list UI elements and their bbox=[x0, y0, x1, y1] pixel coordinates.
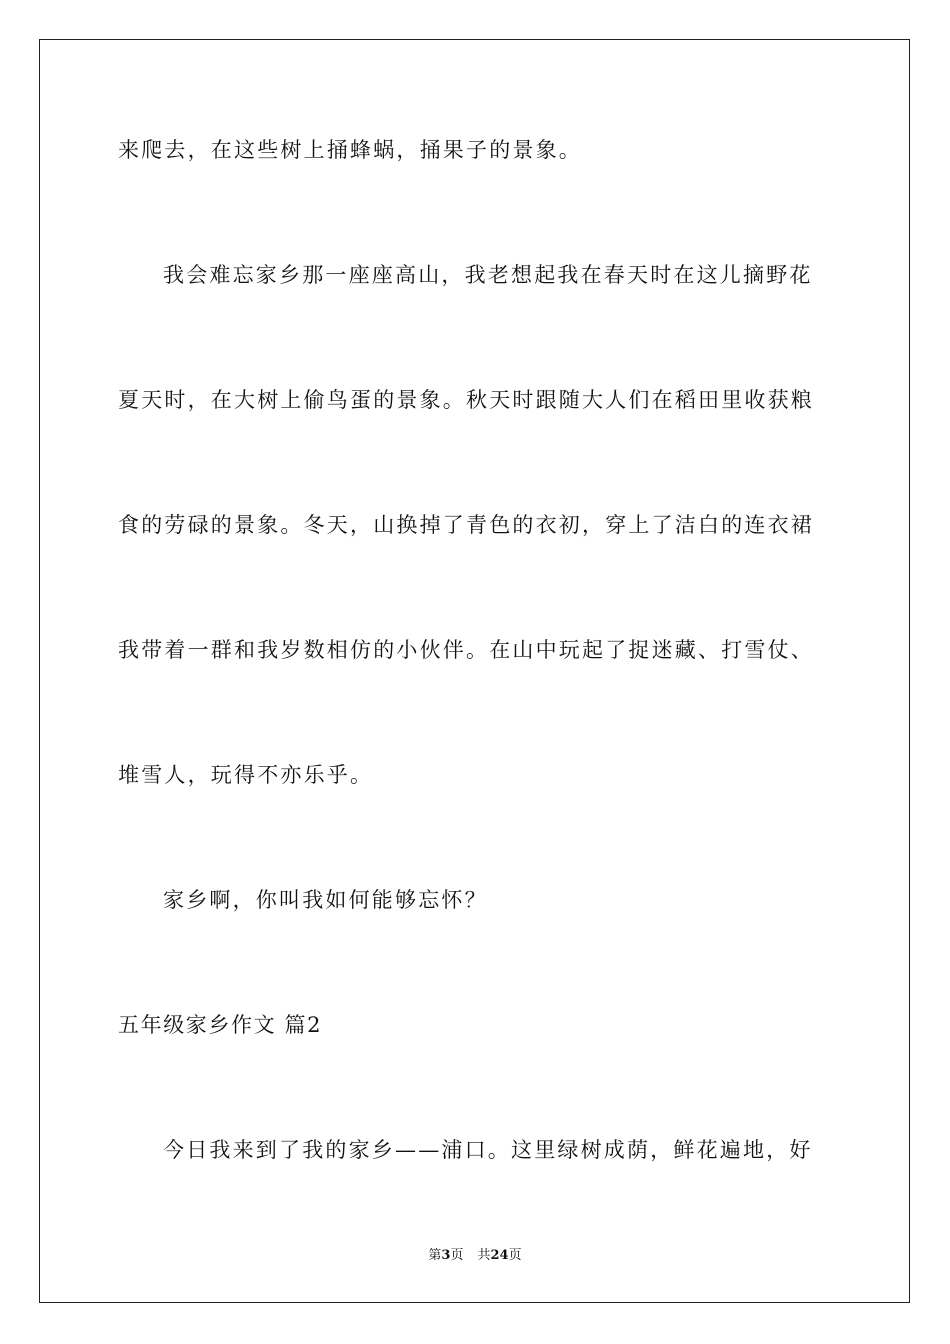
total-suffix: 页 bbox=[508, 1248, 522, 1263]
text-line-1: 来爬去，在这些树上捅蜂蜗，捅果子的景象。 bbox=[118, 138, 582, 162]
page-border bbox=[39, 39, 910, 1303]
page-suffix: 页 bbox=[450, 1248, 464, 1263]
page-number: 3 bbox=[441, 1248, 451, 1263]
paragraph-mountains-line-5: 堆雪人，玩得不亦乐乎。 bbox=[118, 763, 374, 787]
paragraph-mountains-line-2: 夏天时，在大树上偷鸟蛋的景象。秋天时跟随大人们在稻田里收获粮 bbox=[118, 388, 814, 412]
paragraph-mountains-line-1: 我会难忘家乡那一座座高山，我老想起我在春天时在这儿摘野花 bbox=[163, 263, 813, 287]
page-prefix: 第 bbox=[428, 1248, 442, 1263]
section-heading: 五年级家乡作文 篇2 bbox=[118, 1013, 323, 1037]
page-footer bbox=[0, 1247, 950, 1265]
total-prefix: 共 bbox=[477, 1248, 491, 1263]
paragraph-closing: 家乡啊，你叫我如何能够忘怀？ bbox=[163, 888, 488, 912]
paragraph-mountains-line-4: 我带着一群和我岁数相仿的小伙伴。在山中玩起了捉迷藏、打雪仗、 bbox=[118, 638, 814, 662]
paragraph-pukou-line-1: 今日我来到了我的家乡——浦口。这里绿树成荫，鲜花遍地，好 bbox=[163, 1138, 813, 1162]
paragraph-mountains-line-3: 食的劳碌的景象。冬天，山换掉了青色的衣初，穿上了洁白的连衣裙 bbox=[118, 513, 814, 537]
total-pages: 24 bbox=[490, 1248, 509, 1263]
